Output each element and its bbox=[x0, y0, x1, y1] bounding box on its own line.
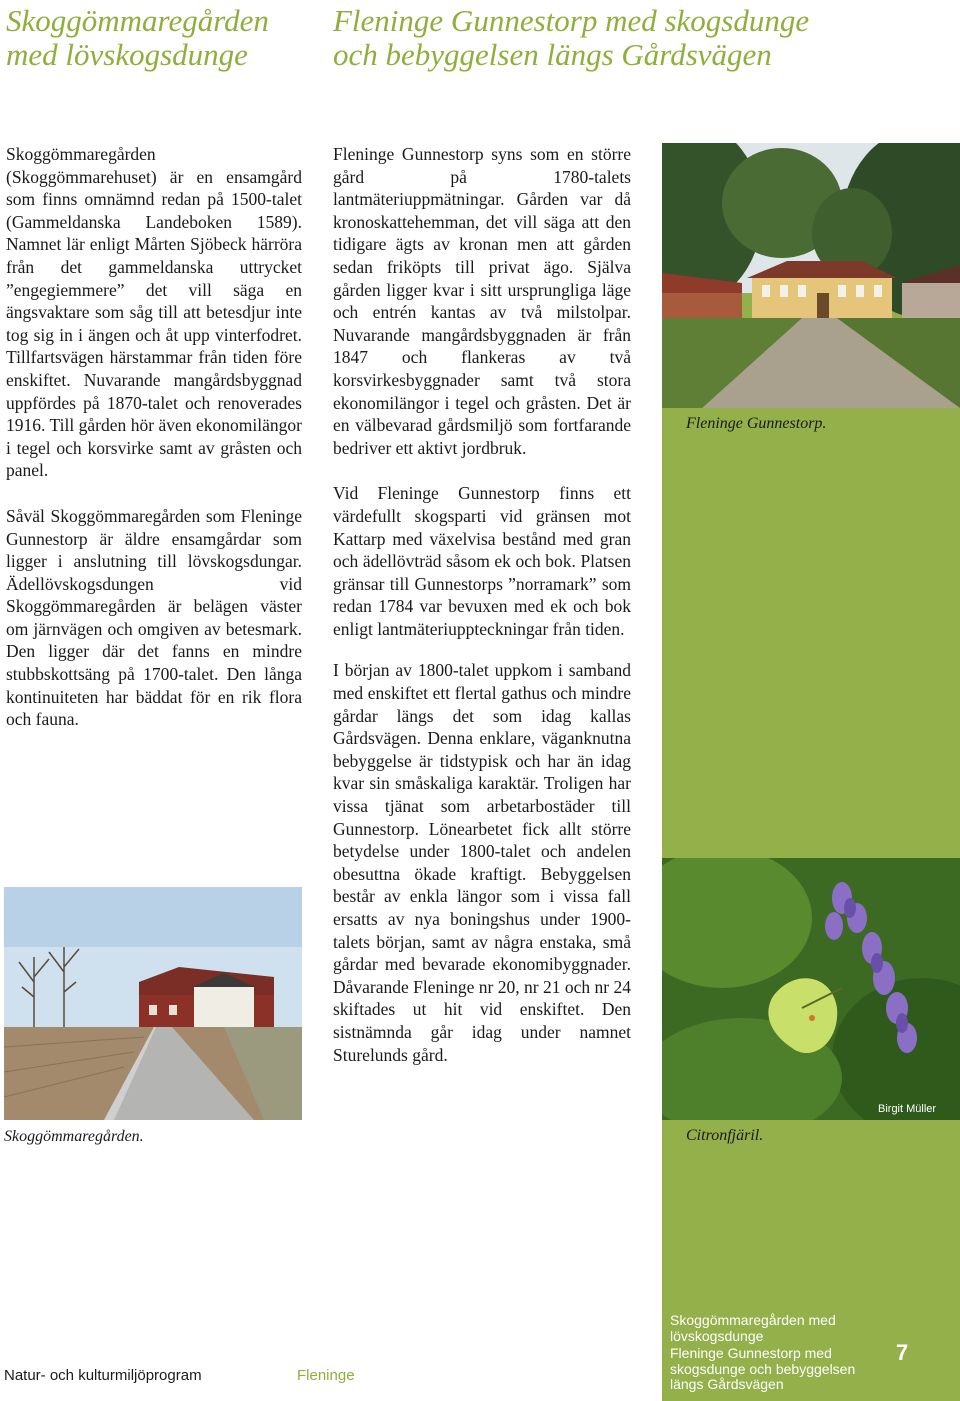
footer-toc-item-1[interactable]: Skoggömmaregården med lövskogsdunge bbox=[670, 1312, 836, 1344]
column-left bbox=[6, 143, 302, 731]
column-middle bbox=[333, 143, 631, 1066]
paragraph-gunnestorp-history: Fleninge Gunnestorp syns som en större gård på 1780-talets lantmäteriuppmätningar. Gården var då kronoskattehemman, det vill säga att den tidigare ägts av kronan men att gården sedan friköpts till privat ägo. Själva gården ligger kvar i sitt ursprungliga läge och entrén kantas av två milstolpar. Nuvarande mangårdsbyggnaden är från 1847 och flankeras av två korsvirkesbyggnader samt två stora ekonomilängor i tegel och gråsten. Det är en välbevarad gårdsmiljö som fortfarande bedriver ett aktivt jordbruk. bbox=[333, 144, 631, 458]
paragraph-skogsparti: Vid Fleninge Gunnestorp finns ett värdefullt skogsparti vid gränsen mot Kattarp med växelvisa bestånd med gran och ädellövträd såsom ek och bok. Platsen gränsar till Gunnestorps ”norramark” som redan 1784 var bevuxen med ek och bok enligt lantmäteriuppteckningar från tiden. bbox=[333, 483, 631, 639]
caption-skoggommaregarden: Skoggömmaregården. bbox=[4, 1128, 144, 1145]
footer-toc bbox=[670, 1313, 885, 1393]
paragraph-skoggommare-history: Skoggömmaregården (Skoggömmarehuset) är en ensamgård som finns omnämnd redan på 1500-talet (Gammeldanska Landeboken 1589). Namnet lär enligt Mårten Sjöbeck härröra från det gammeldanska uttrycket ”engegiemmere” det vill säga en ängsvaktare som såg till att betesdjur inte tog sig in i ängen och åt upp vinterfodret. Tillfartsvägen härstammar från tiden före enskiftet. Nuvarande mangårdsbyggnad uppfördes på 1870-talet och renoverades 1916. Till gården hör även ekonomilängor i tegel och korsvirke samt av gråsten och panel. bbox=[6, 144, 302, 481]
caption-fleninge-gunnestorp: Fleninge Gunnestorp. bbox=[686, 415, 827, 432]
photo-citronfjaril bbox=[662, 858, 960, 1120]
footer-place: Fleninge bbox=[297, 1367, 355, 1384]
paragraph-gardsvagen: I början av 1800-talet uppkom i samband med enskiftet ett flertal gathus och mindre gårdar längs det som idag kallas Gårdsvägen. Denna enklare, väganknutna bebyggelse är tidstypisk och har än idag kvar sin småskaliga karaktär. Troligen har vissa tjänat som arbetarbostäder till Gunnestorp. Lönearbetet fick allt större betydelse under 1800-talet och andelen obesuttna ökade kraftigt. Bebyggelsen består av enkla längor som i vissa fall ersatts av nya boningshus under 1900-talets början, samt av några enstaka, små gårdar med bevarade ekonomibyggnader. Dåvarande Fleninge nr 20, nr 21 och nr 24 skiftades ut hit vid enskiftet. Den sistnämnda går idag under namnet Sturelunds gård. bbox=[333, 660, 631, 1065]
caption-citronfjaril: Citronfjäril. bbox=[686, 1127, 764, 1144]
title-left-line2: med lövskogsdunge bbox=[6, 37, 248, 72]
title-right-line2: och bebyggelsen längs Gårdsvägen bbox=[333, 37, 772, 72]
photo-skoggommaregarden bbox=[4, 887, 302, 1120]
title-right bbox=[333, 4, 953, 72]
footer-program: Natur- och kulturmiljöprogram bbox=[4, 1367, 202, 1384]
photo-fleninge-gunnestorp bbox=[662, 143, 960, 408]
title-left-line1: Skoggömmaregården bbox=[6, 3, 269, 38]
footer-toc-item-2[interactable]: Fleninge Gunnestorp med skogsdunge och bebyggelsen längs Gårdsvägen bbox=[670, 1345, 856, 1392]
paragraph-lovskogsdungar: Såväl Skoggömmaregården som Fleninge Gunnestorp är äldre ensamgårdar som ligger i anslutning till lövskogsdungar. Ädellövskogsdungen vid Skoggömmaregården är belägen väster om järnvägen och omgiven av betesmark. Den ligger där det fanns en mindre stubbskottsäng på 1700-talet. Den långa kontinuiteten har bäddat för en rik flora och fauna. bbox=[6, 505, 302, 730]
photo-credit: Birgit Müller bbox=[878, 1103, 937, 1115]
title-right-line1: Fleninge Gunnestorp med skogsdunge bbox=[333, 3, 810, 38]
title-left bbox=[6, 4, 316, 72]
page-number: 7 bbox=[896, 1340, 909, 1365]
